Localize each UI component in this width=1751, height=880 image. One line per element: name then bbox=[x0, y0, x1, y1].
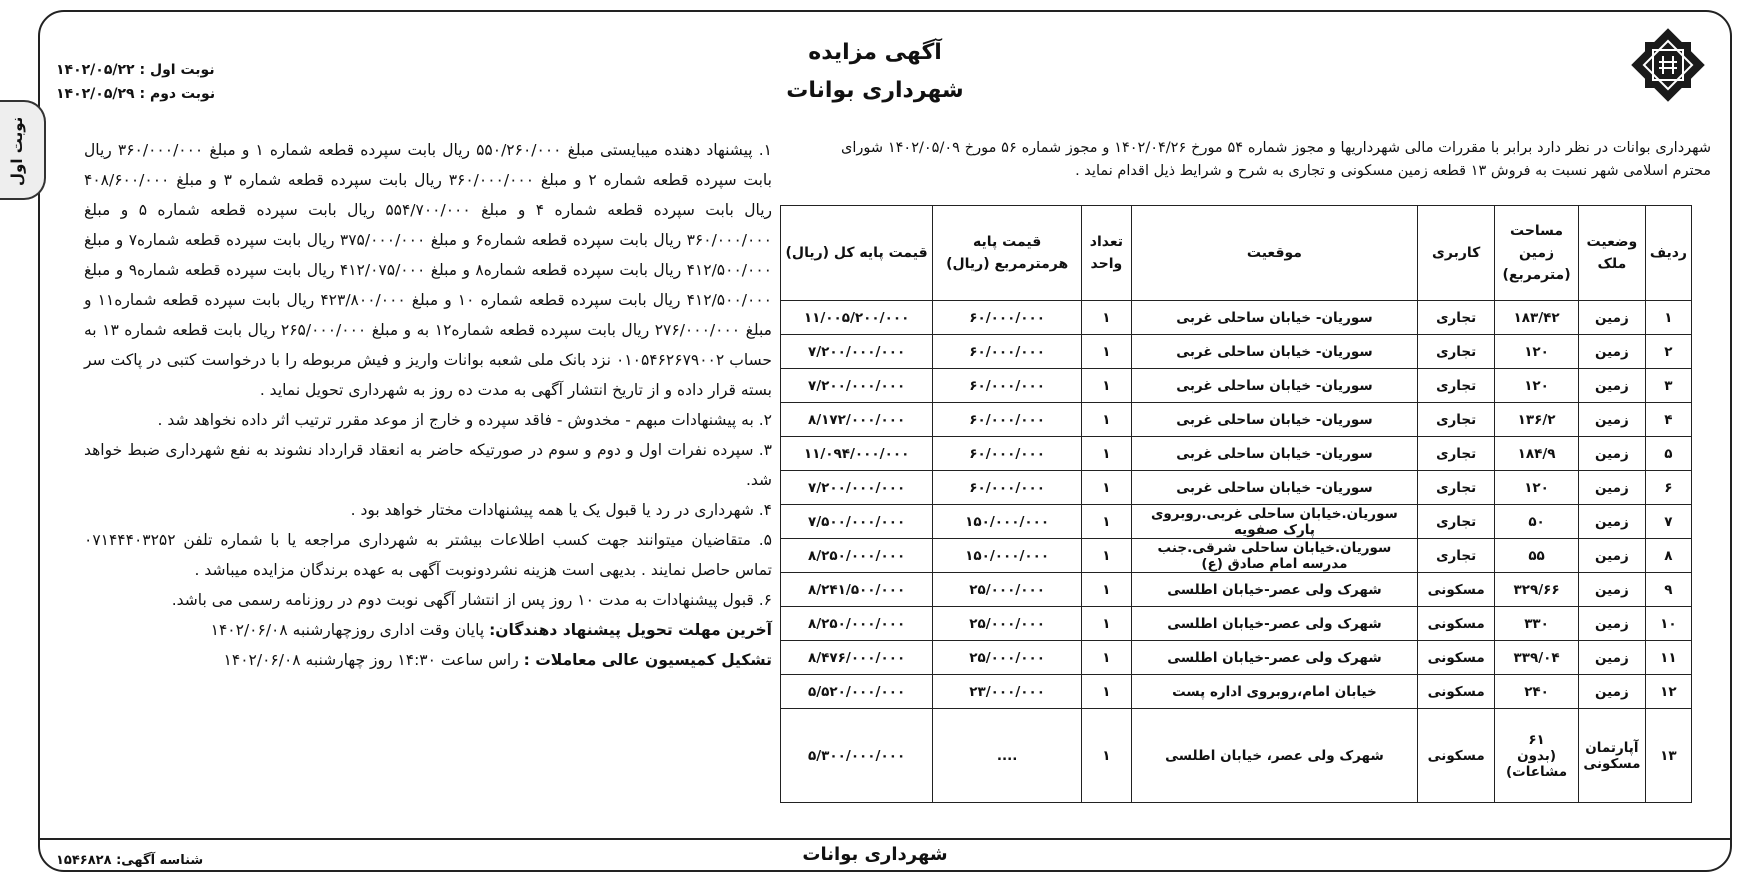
land-use: تجاری bbox=[1418, 505, 1495, 539]
table-row bbox=[781, 369, 1692, 403]
round-side-tab-label: نوبت اول bbox=[8, 116, 26, 186]
second-round-date: نوبت دوم : ۱۴۰۲/۰۵/۲۹ bbox=[56, 86, 216, 102]
location: سوریان- خیابان ساحلی غربی bbox=[1131, 301, 1417, 335]
unit-count: ۱ bbox=[1082, 607, 1132, 641]
header-total-price: قیمت پایه کل (ریال) bbox=[781, 206, 933, 301]
total-price: ۸/۲۴۱/۵۰۰/۰۰۰ bbox=[781, 573, 933, 607]
total-price: ۸/۲۵۰/۰۰۰/۰۰۰ bbox=[781, 539, 933, 573]
total-price: ۱۱/۰۰۵/۲۰۰/۰۰۰ bbox=[781, 301, 933, 335]
property-status: زمین bbox=[1578, 403, 1645, 437]
property-status: زمین bbox=[1578, 335, 1645, 369]
deadline-label: آخرین مهلت تحویل پیشنهاد دهندگان: bbox=[489, 621, 772, 639]
price-per-meter: ۶۰/۰۰۰/۰۰۰ bbox=[933, 403, 1082, 437]
table-row bbox=[781, 709, 1692, 803]
unit-count: ۱ bbox=[1082, 403, 1132, 437]
location: شهرک ولی عصر، خیابان اطلسی bbox=[1131, 709, 1417, 803]
row-number: ۲ bbox=[1645, 335, 1691, 369]
location: سوریان- خیابان ساحلی غربی bbox=[1131, 335, 1417, 369]
price-per-meter: ۲۵/۰۰۰/۰۰۰ bbox=[933, 607, 1082, 641]
header-property-status: وضعیت ملک bbox=[1578, 206, 1645, 301]
location: شهرک ولی عصر-خیابان اطلسی bbox=[1131, 573, 1417, 607]
property-status: زمین bbox=[1578, 539, 1645, 573]
price-per-meter: ۲۵/۰۰۰/۰۰۰ bbox=[933, 641, 1082, 675]
land-area-note: (بدون مشاعات) bbox=[1505, 747, 1568, 780]
deadline-value: پایان وقت اداری روزچهارشنبه ۱۴۰۲/۰۶/۰۸ bbox=[210, 621, 485, 639]
deadline-line bbox=[84, 615, 772, 645]
row-number: ۵ bbox=[1645, 437, 1691, 471]
property-status: زمین bbox=[1578, 471, 1645, 505]
land-use: مسکونی bbox=[1418, 607, 1495, 641]
property-status: زمین bbox=[1578, 505, 1645, 539]
total-price: ۸/۴۷۶/۰۰۰/۰۰۰ bbox=[781, 641, 933, 675]
location: سوریان- خیابان ساحلی غربی bbox=[1131, 471, 1417, 505]
row-number: ۳ bbox=[1645, 369, 1691, 403]
condition-item: ۳. سپرده نفرات اول و دوم و سوم در صورتیکه حاضر به انعقاد قرارداد نشوند به نفع شهرداری ضبط خواهد شد. bbox=[84, 441, 772, 489]
property-status: زمین bbox=[1578, 301, 1645, 335]
unit-count: ۱ bbox=[1082, 471, 1132, 505]
land-use: تجاری bbox=[1418, 539, 1495, 573]
total-price: ۷/۲۰۰/۰۰۰/۰۰۰ bbox=[781, 369, 933, 403]
land-area: ۵۵ bbox=[1495, 539, 1579, 573]
price-per-meter: ۶۰/۰۰۰/۰۰۰ bbox=[933, 335, 1082, 369]
land-area: ۱۲۰ bbox=[1495, 335, 1579, 369]
land-use: تجاری bbox=[1418, 471, 1495, 505]
unit-count: ۱ bbox=[1082, 437, 1132, 471]
table-row bbox=[781, 675, 1692, 709]
land-area: ۱۲۰ bbox=[1495, 471, 1579, 505]
property-status: زمین bbox=[1578, 437, 1645, 471]
land-area: ۱۸۴/۹ bbox=[1495, 437, 1579, 471]
total-price: ۷/۵۰۰/۰۰۰/۰۰۰ bbox=[781, 505, 933, 539]
table-row bbox=[781, 573, 1692, 607]
row-number: ۶ bbox=[1645, 471, 1691, 505]
location: خیابان امام،روبروی اداره پست bbox=[1131, 675, 1417, 709]
organization-title: شهرداری بوانات bbox=[786, 78, 964, 103]
header-location: موقعیت bbox=[1131, 206, 1417, 301]
header-land-use: کاربری bbox=[1418, 206, 1495, 301]
table-header-row bbox=[781, 206, 1692, 301]
land-use: مسکونی bbox=[1418, 573, 1495, 607]
lots-table-body bbox=[781, 301, 1692, 803]
row-number: ۱۱ bbox=[1645, 641, 1691, 675]
total-price: ۷/۲۰۰/۰۰۰/۰۰۰ bbox=[781, 335, 933, 369]
land-use: تجاری bbox=[1418, 301, 1495, 335]
price-per-meter: ۱۵۰/۰۰۰/۰۰۰ bbox=[933, 505, 1082, 539]
property-status: زمین bbox=[1578, 573, 1645, 607]
location: شهرک ولی عصر-خیابان اطلسی bbox=[1131, 607, 1417, 641]
header-row-number: ردیف bbox=[1645, 206, 1691, 301]
location: سوریان.خیابان ساحلی غربی.روبروی پارک صفویه bbox=[1131, 505, 1417, 539]
land-area: ۳۳۹/۰۴ bbox=[1495, 641, 1579, 675]
land-use: تجاری bbox=[1418, 369, 1495, 403]
notice-title: آگهی مزایده bbox=[808, 40, 942, 65]
land-use: تجاری bbox=[1418, 437, 1495, 471]
table-row bbox=[781, 301, 1692, 335]
total-price: ۷/۲۰۰/۰۰۰/۰۰۰ bbox=[781, 471, 933, 505]
unit-count: ۱ bbox=[1082, 709, 1132, 803]
property-status: زمین bbox=[1578, 675, 1645, 709]
unit-count: ۱ bbox=[1082, 539, 1132, 573]
row-number: ۷ bbox=[1645, 505, 1691, 539]
property-status: زمین bbox=[1578, 369, 1645, 403]
unit-count: ۱ bbox=[1082, 573, 1132, 607]
price-per-meter: .... bbox=[933, 709, 1082, 803]
commission-value: راس ساعت ۱۴:۳۰ روز چهارشنبه ۱۴۰۲/۰۶/۰۸ bbox=[223, 651, 519, 669]
commission-label: تشکیل کمیسیون عالی معاملات : bbox=[523, 651, 772, 669]
header-land-area: مساحت زمین (مترمربع) bbox=[1495, 206, 1579, 301]
conditions-section bbox=[84, 135, 772, 675]
land-area: ۱۲۰ bbox=[1495, 369, 1579, 403]
land-use: مسکونی bbox=[1418, 675, 1495, 709]
intro-paragraph: شهرداری بوانات در نظر دارد برابر با مقررات مالی شهرداریها و مجوز شماره ۵۴ مورخ ۱۴۰۲/۰۴/۲۶ و مجوز شماره ۵۶ مورخ ۱۴۰۲/۰۵/۰۹ شورای محترم اسلامی شهر نسبت به فروش ۱۳ قطعه زمین مسکونی و تجاری به شرح و شرایط ذیل اقدام نماید . bbox=[841, 140, 1711, 179]
round-side-tab bbox=[0, 100, 46, 200]
price-per-meter: ۶۰/۰۰۰/۰۰۰ bbox=[933, 301, 1082, 335]
table-row bbox=[781, 437, 1692, 471]
land-area: ۱۳۶/۲ bbox=[1495, 403, 1579, 437]
unit-count: ۱ bbox=[1082, 641, 1132, 675]
table-row bbox=[781, 471, 1692, 505]
row-number: ۴ bbox=[1645, 403, 1691, 437]
land-use: مسکونی bbox=[1418, 641, 1495, 675]
footer-organization: شهرداری بوانات bbox=[802, 844, 948, 865]
commission-line bbox=[84, 645, 772, 675]
first-round-date: نوبت اول : ۱۴۰۲/۰۵/۲۲ bbox=[56, 62, 215, 78]
price-per-meter: ۶۰/۰۰۰/۰۰۰ bbox=[933, 437, 1082, 471]
land-area: ۳۲۹/۶۶ bbox=[1495, 573, 1579, 607]
table-row bbox=[781, 607, 1692, 641]
land-area: ۵۰ bbox=[1495, 505, 1579, 539]
row-number: ۱۳ bbox=[1645, 709, 1691, 803]
location: شهرک ولی عصر-خیابان اطلسی bbox=[1131, 641, 1417, 675]
unit-count: ۱ bbox=[1082, 505, 1132, 539]
land-area: ۳۳۰ bbox=[1495, 607, 1579, 641]
footer-divider bbox=[40, 838, 1730, 840]
total-price: ۱۱/۰۹۴/۰۰۰/۰۰۰ bbox=[781, 437, 933, 471]
table-row bbox=[781, 539, 1692, 573]
total-price: ۵/۵۲۰/۰۰۰/۰۰۰ bbox=[781, 675, 933, 709]
table-row bbox=[781, 505, 1692, 539]
location: سوریان- خیابان ساحلی غربی bbox=[1131, 437, 1417, 471]
row-number: ۱۲ bbox=[1645, 675, 1691, 709]
unit-count: ۱ bbox=[1082, 301, 1132, 335]
publication-dates bbox=[56, 58, 256, 106]
ad-identifier: شناسه آگهی: ۱۵۴۶۸۲۸ bbox=[56, 853, 204, 868]
municipality-logo-icon bbox=[1625, 22, 1711, 108]
property-status: زمین bbox=[1578, 641, 1645, 675]
price-per-meter: ۶۰/۰۰۰/۰۰۰ bbox=[933, 471, 1082, 505]
unit-count: ۱ bbox=[1082, 335, 1132, 369]
location: سوریان- خیابان ساحلی غربی bbox=[1131, 369, 1417, 403]
unit-count: ۱ bbox=[1082, 369, 1132, 403]
property-status: زمین bbox=[1578, 607, 1645, 641]
condition-item: ۴. شهرداری در رد یا قبول یک یا همه پیشنهادات مختار خواهد بود . bbox=[350, 501, 772, 519]
table-row bbox=[781, 335, 1692, 369]
lots-table bbox=[780, 205, 1692, 803]
header-unit-count: تعداد واحد bbox=[1082, 206, 1132, 301]
location: سوریان.خیابان ساحلی شرقی.جنب مدرسه امام صادق (ع) bbox=[1131, 539, 1417, 573]
price-per-meter: ۶۰/۰۰۰/۰۰۰ bbox=[933, 369, 1082, 403]
row-number: ۸ bbox=[1645, 539, 1691, 573]
location: سوریان- خیابان ساحلی غربی bbox=[1131, 403, 1417, 437]
unit-count: ۱ bbox=[1082, 675, 1132, 709]
row-number: ۱۰ bbox=[1645, 607, 1691, 641]
price-per-meter: ۲۳/۰۰۰/۰۰۰ bbox=[933, 675, 1082, 709]
price-per-meter: ۱۵۰/۰۰۰/۰۰۰ bbox=[933, 539, 1082, 573]
condition-item: ۶. قبول پیشنهادات به مدت ۱۰ روز پس از انتشار آگهی نوبت دوم در روزنامه رسمی می باشد. bbox=[171, 591, 772, 609]
land-area bbox=[1495, 709, 1579, 803]
land-area: ۱۸۳/۴۲ bbox=[1495, 301, 1579, 335]
total-price: ۸/۲۵۰/۰۰۰/۰۰۰ bbox=[781, 607, 933, 641]
land-use: تجاری bbox=[1418, 403, 1495, 437]
table-row bbox=[781, 403, 1692, 437]
land-area: ۲۴۰ bbox=[1495, 675, 1579, 709]
row-number: ۱ bbox=[1645, 301, 1691, 335]
land-area-value: ۶۱ bbox=[1528, 731, 1545, 748]
row-number: ۹ bbox=[1645, 573, 1691, 607]
condition-item: ۵. متقاضیان میتوانند جهت کسب اطلاعات بیشتر به شهرداری مراجعه یا با شماره تلفن ۰۷۱۴۴۴۰۳۲۵۲ تماس حاصل نمایند . بدیهی است هزینه نشردونوبت آگهی به عهده برندگان مزایده میباشد . bbox=[84, 531, 772, 579]
total-price: ۵/۳۰۰/۰۰۰/۰۰۰ bbox=[781, 709, 933, 803]
header-price-per-meter: قیمت پایه هرمترمربع (ریال) bbox=[933, 206, 1082, 301]
property-status: آپارتمان مسکونی bbox=[1578, 709, 1645, 803]
condition-item: ۲. به پیشنهادات مبهم - مخدوش - فاقد سپرده و خارج از موعد مقرر ترتیب اثر داده نخواهد شد . bbox=[157, 411, 772, 429]
land-use: مسکونی bbox=[1418, 709, 1495, 803]
table-row bbox=[781, 641, 1692, 675]
price-per-meter: ۲۵/۰۰۰/۰۰۰ bbox=[933, 573, 1082, 607]
total-price: ۸/۱۷۲/۰۰۰/۰۰۰ bbox=[781, 403, 933, 437]
land-use: تجاری bbox=[1418, 335, 1495, 369]
condition-item: ۱. پیشنهاد دهنده میبایستی مبلغ ۵۵۰/۲۶۰/۰۰۰ ریال بابت سپرده قطعه شماره ۱ و مبلغ ۳۶۰/۰۰۰/۰۰۰ ریال بابت سپرده قطعه شماره ۲ و مبلغ ۳۶۰/۰۰۰/۰۰۰ ریال بابت سپرده قطعه شماره ۳ و مبلغ ۴۰۸/۶۰۰/۰۰۰ ریال بابت سپرده قطعه شماره ۴ و مبلغ ۵۵۴/۷۰۰/۰۰۰ ریال بابت سپرده قطعه شماره ۵ و مبلغ ۳۶۰/۰۰۰/۰۰۰ ریال بابت سپرده قطعه شماره۶ و مبلغ ۳۷۵/۰۰۰/۰۰۰ ریال بابت سپرده قطعه شماره۷ و مبلغ ۴۱۲/۵۰۰/۰۰۰ ریال بابت سپرده قطعه شماره۸ و مبلغ ۴۱۲/۰۷۵/۰۰۰ ریال بابت سپرده قطعه شماره۹ و مبلغ ۴۱۲/۵۰۰/۰۰۰ ریال بابت سپرده قطعه شماره ۱۰ و مبلغ ۴۲۳/۸۰۰/۰۰۰ ریال بابت سپرده قطعه شماره۱۱ و مبلغ ۲۷۶/۰۰۰/۰۰۰ ریال بابت سپرده قطعه شماره۱۲ به و مبلغ ۲۶۵/۰۰۰/۰۰۰ ریال بابت قطعه شماره ۱۳ به حساب ۰۱۰۵۴۶۲۶۷۹۰۰۲ نزد بانک ملی شعبه بوانات واریز و فیش مربوطه را با درخواست کتبی در پاکت سر بسته قرار داده و از تاریخ انتشار آگهی به مدت ده روز به شهرداری تحویل نماید . bbox=[84, 141, 772, 399]
